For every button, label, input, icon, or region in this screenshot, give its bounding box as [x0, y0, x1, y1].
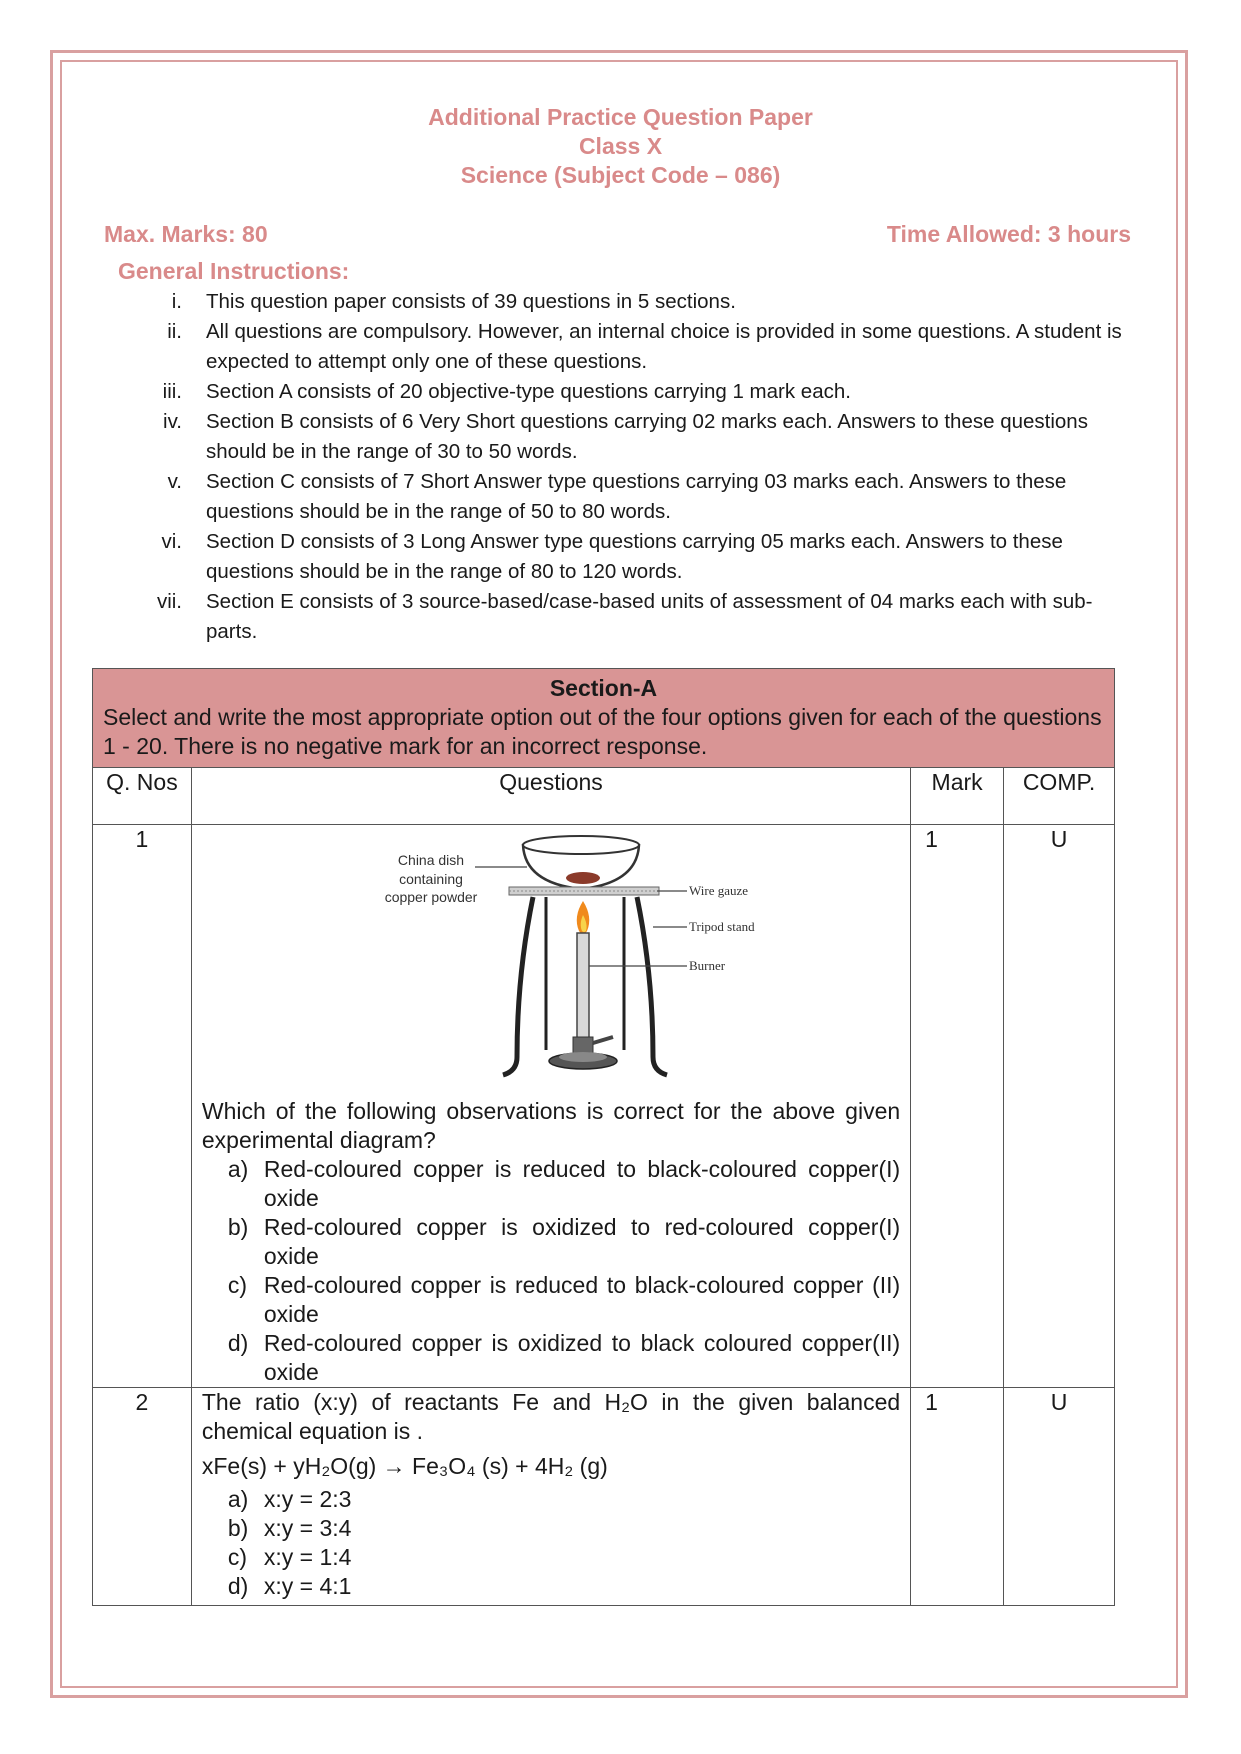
- question-comp: U: [1004, 1388, 1115, 1606]
- question-number: 2: [93, 1388, 192, 1606]
- question-text: The ratio (x:y) of reactants Fe and H₂O in the given balanced chemical equation is .: [201, 1389, 901, 1444]
- section-header: [93, 669, 1115, 768]
- time-allowed: Time Allowed: 3 hours: [886, 221, 1131, 247]
- options-list: [202, 1155, 900, 1387]
- question-cell: [191, 1388, 910, 1606]
- section-a-table: [92, 668, 1115, 1606]
- instruction-item: i. This question paper consists of 39 questions in 5 sections.: [171, 290, 736, 313]
- table-row: [93, 825, 1115, 1388]
- label-tripod-stand: Tripod stand: [689, 919, 755, 934]
- wire-gauze-icon: [509, 887, 659, 895]
- question-mark: 1: [911, 825, 1004, 1388]
- option-item: b) Red-coloured copper is oxidized to red-coloured copper(I) oxide: [227, 1214, 901, 1269]
- option-item: b) x:y = 3:4: [227, 1515, 352, 1541]
- question-cell: [191, 825, 910, 1388]
- option-item: a) Red-coloured copper is reduced to black-coloured copper(I) oxide: [227, 1156, 901, 1211]
- label-copper-powder: copper powder: [384, 889, 478, 905]
- label-china-dish: China dish: [397, 852, 465, 868]
- col-header-mark: Mark: [911, 768, 1004, 825]
- tripod-stand-icon: [503, 897, 533, 1075]
- general-instructions: [118, 258, 1138, 647]
- question-comp: U: [1004, 825, 1115, 1388]
- experiment-diagram: [341, 825, 761, 1097]
- instructions-heading: General Instructions:: [118, 258, 350, 284]
- option-item: a) x:y = 2:3: [227, 1486, 352, 1512]
- instruction-item: ii. All questions are compulsory. However, an internal choice is provided in some questions. A student is expected to attempt only one of these questions.: [167, 320, 1122, 373]
- instruction-item: v. Section C consists of 7 Short Answer type questions carrying 03 marks each. Answers to these questions should be in the range of 50 to 80 words.: [167, 470, 1067, 523]
- section-description: Select and write the most appropriate option out of the four options given for each of the questions 1 - 20. There is no negative mark for an incorrect response.: [103, 704, 1102, 759]
- col-header-questions: Questions: [191, 768, 910, 825]
- instruction-item: iii. Section A consists of 20 objective-type questions carrying 1 mark each.: [162, 380, 851, 403]
- paper-title: Additional Practice Question Paper: [428, 104, 813, 130]
- label-burner: Burner: [689, 958, 726, 973]
- burner-icon: [577, 933, 589, 1043]
- instruction-item: iv. Section B consists of 6 Very Short questions carrying 02 marks each. Answers to these questions should be in the range of 30 to 50 words.: [163, 410, 1088, 463]
- label-wire-gauze: Wire gauze: [689, 883, 749, 898]
- copper-powder-icon: [566, 872, 600, 884]
- option-item: c) x:y = 1:4: [227, 1544, 352, 1570]
- section-title: Section-A: [549, 675, 658, 701]
- class-title: Class X: [578, 133, 663, 159]
- col-header-comp: COMP.: [1004, 768, 1115, 825]
- question-mark: 1: [911, 1388, 1004, 1606]
- question-text: Which of the following observations is correct for the above given experimental diagram?: [201, 1098, 901, 1153]
- col-header-qno: Q. Nos: [93, 768, 192, 825]
- options-list: [202, 1485, 900, 1601]
- table-row: [93, 1388, 1115, 1606]
- label-containing: containing: [399, 871, 463, 887]
- max-marks: Max. Marks: 80: [104, 221, 268, 247]
- subject-title: Science (Subject Code – 086): [460, 162, 781, 188]
- option-item: d) Red-coloured copper is oxidized to black coloured copper(II) oxide: [227, 1330, 901, 1385]
- instructions-list: [118, 287, 1138, 647]
- instruction-item: vi. Section D consists of 3 Long Answer type questions carrying 05 marks each. Answers to these questions should be in the range of 80 to 120 words.: [161, 530, 1063, 583]
- instruction-item: vii. Section E consists of 3 source-based/case-based units of assessment of 04 marks each with sub-parts.: [156, 590, 1093, 643]
- question-number: 1: [93, 825, 192, 1388]
- option-item: d) x:y = 4:1: [227, 1573, 352, 1599]
- option-item: c) Red-coloured copper is reduced to black-coloured copper (II) oxide: [227, 1272, 901, 1327]
- chemical-equation: xFe(s) + yH₂O(g) → Fe₃O₄ (s) + 4H₂ (g): [201, 1453, 608, 1479]
